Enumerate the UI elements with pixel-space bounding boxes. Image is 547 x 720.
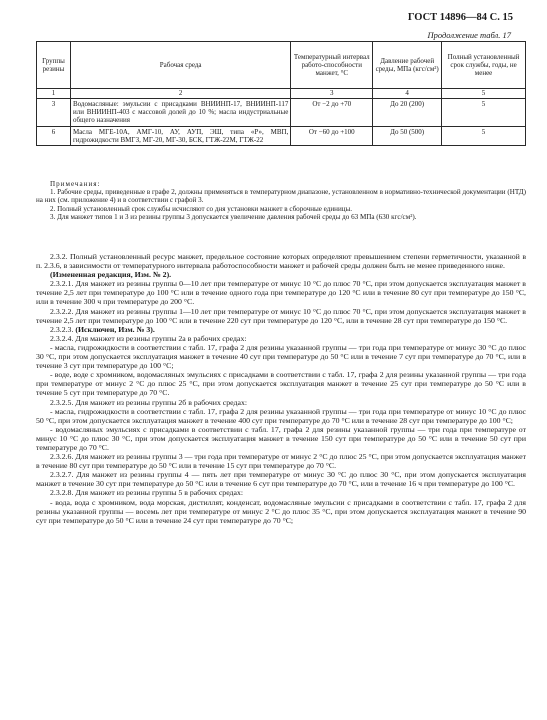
cell-group: 3 xyxy=(37,99,71,127)
table-row xyxy=(37,126,526,145)
header-rubber-group: Группы резины xyxy=(37,42,71,89)
column-number-row xyxy=(37,89,526,99)
notes-title: Примечания: xyxy=(50,180,101,188)
paragraph: 2.3.2.7. Для манжет из резины группы 4 — пять лет при температуре от минус 30 °С до плюс 30 °С, при этом допускается эксплуатация манжет в течение 30 сут при температуре до 50 °С или в течение 6 сут при температуре до 70 °С, или в течение 16 ч при температуре до 100 °С. xyxy=(36,470,526,489)
note-item: 3. Для манжет типов 1 и 3 из резины группы 3 допускается увеличение давления рабочей среды до 63 МПа (630 кгс/см²). xyxy=(50,212,417,221)
document-body xyxy=(36,252,526,525)
paragraph: - воде, воде с хромником, водомасляных эмульсиях с присадками в соответствии с табл. 17, графа 2 для резины указанной группы — три года при температуре от минус 2 °С до плюс 25 °С, при этом допускается эксплуатация манжет в течение 25 сут при температуре до 50 °С или в течение 5 сут при температуре до 70 °С. xyxy=(36,370,526,398)
table-header-row xyxy=(37,42,526,89)
cell-temperature: От −2 до +70 xyxy=(291,99,373,127)
paragraph: - масла, гидрожидкости в соответствии с табл. 17, графа 2 для резины указанной группы — три года при температуре от минус 30 °С до плюс 30 °С, при этом допускается эксплуатация манжет в течение 40 сут при температуре до 50 °С или в течение 7 сут при температуре до 70 °С, или в течение 3 сут при температуре до 100 °С; xyxy=(36,342,526,371)
paragraph: 2.3.2. Полный установленный ресурс манжет, предельное состояние которых определяют превышением степени герметичности, указанной в п. 2.3.6, в зависимости от температурного интервала работоспособности манжет и рабочей среды должен быть не менее приведенного ниже. xyxy=(36,252,526,271)
paragraph: - масла, гидрожидкости в соответствии с табл. 17, графа 2 для резины указанной группы — три года при температуре от минус 10 °С до плюс 50 °С, при этом допускается эксплуатация манжет в течение 400 сут при температуре до 70 °С или в течение 28 сут при температуре до 100 °С; xyxy=(36,406,526,425)
cell-temperature: От −60 до +100 xyxy=(291,126,373,145)
column-number: 1 xyxy=(37,89,71,99)
column-number: 2 xyxy=(70,89,290,99)
column-number: 4 xyxy=(373,89,442,99)
cell-group: 6 xyxy=(37,126,71,145)
parameters-table xyxy=(36,41,526,146)
cell-medium: Водомасляные: эмульсии с присадками ВНИИНП-17, ВНИИНП-117 или ВНИИНП-403 с массовой долей до 10 %; масла индустриальные общего назначения xyxy=(70,99,290,127)
cell-pressure: До 20 (200) xyxy=(373,99,442,127)
paragraph: - вода, вода с хромником, вода морская, дистиллят, конденсат, водомасляные эмульсии с присадками в соответствии с табл. 17, графа 2 для резины указанной группы — восемь лет при температуре от минус 2 °С до плюс 35 °С, при этом допускается эксплуатация манжет в течение 90 сут при температуре до 50 °С или в течение 24 сут при температуре до 70 °С; xyxy=(36,497,526,525)
table-row xyxy=(37,99,526,127)
header-working-medium: Рабочая среда xyxy=(70,42,290,89)
cell-medium: Масла МГЕ-10А, АМГ-10, АУ, АУП, ЭШ, типа «Р», МВП, гидрожидкости ВМГЗ, МГ-20, МГ-30, БСК, ГТЖ-22М, ГТЖ-22 xyxy=(70,126,290,145)
paragraph: 2.3.2.1. Для манжет из резины группы 0—10 лет при температуре от минус 10 °С до плюс 70 °С, при этом допускается эксплуатация манжет в течение 2,5 лет при температуре до 100 °С или в течение одного года при температуре до 120 °С или в течение 80 сут при температуре до 150 °С, или в течение 300 ч при температуре до 200 °С. xyxy=(36,279,526,307)
cell-pressure: До 50 (500) xyxy=(373,126,442,145)
paragraph: 2.3.2.4. Для манжет из резины группы 2а в рабочих средах: xyxy=(50,333,247,343)
excluded-note: (Исключен, Изм. № 3). xyxy=(75,324,155,334)
paragraph xyxy=(36,325,526,334)
header-temperature-range: Температурный интервал работо-способности манжет, °С xyxy=(291,42,373,89)
clause-number: 2.3.2.3. xyxy=(50,324,74,334)
note-item: 2. Полный установленный срок службы исчисляют со дня установки манжет в сборочные единицы. xyxy=(50,204,353,213)
page-header: ГОСТ 14896—84 С. 15 xyxy=(407,12,513,23)
paragraph: 2.3.2.8. Для манжет из резины группы 5 в рабочих средах: xyxy=(50,488,244,498)
cell-service-life: 5 xyxy=(442,99,526,127)
paragraph: 2.3.2.5. Для манжет из резины группы 2б в рабочих средах: xyxy=(50,397,248,407)
paragraph: - водомасляных эмульсиях с присадками в соответствии с табл. 17, графа 2 для резины указанной группы — три года при температуре от минус 10 °С до плюс 30 °С, при этом допускается эксплуатация манжет в течение 150 сут при температуре до 50 °С или в течение 50 сут при температуре до 70 °С. xyxy=(36,424,526,452)
table-continuation-label: Продолжение табл. 17 xyxy=(427,30,511,40)
paragraph: 2.3.2.2. Для манжет из резины группы 1—10 лет при температуре от минус 10 °С до плюс 70 °С, при этом допускается эксплуатация манжет в течение 2,5 лет при температуре до 100 °С или в течение 220 сут при температуре до 120 °С, или в течение 28 сут при температуре до 150 °С. xyxy=(36,306,526,325)
edit-note: (Измененная редакция, Изм. № 2). xyxy=(50,270,172,280)
note-item: 1. Рабочие среды, приведенные в графе 2, должны применяться в температурном диапазоне, установленном в нормативно-технической документации (НТД) на них (см. приложение 4) и в соответствии с графой 3. xyxy=(36,188,526,205)
table-notes xyxy=(36,180,526,221)
header-pressure: Давление рабочей среды, МПа (кгс/см²) xyxy=(373,42,442,89)
header-service-life: Полный установленный срок службы, годы, не менее xyxy=(442,42,526,89)
cell-service-life: 5 xyxy=(442,126,526,145)
paragraph: 2.3.2.6. Для манжет из резины группы 3 — три года при температуре от минус 2 °С до плюс 25 °С, при этом допускается эксплуатация манжет в течение 80 сут при температуре до 50 °С или в течение 15 сут при температуре до 70 °С. xyxy=(36,452,526,471)
column-number: 3 xyxy=(291,89,373,99)
column-number: 5 xyxy=(442,89,526,99)
